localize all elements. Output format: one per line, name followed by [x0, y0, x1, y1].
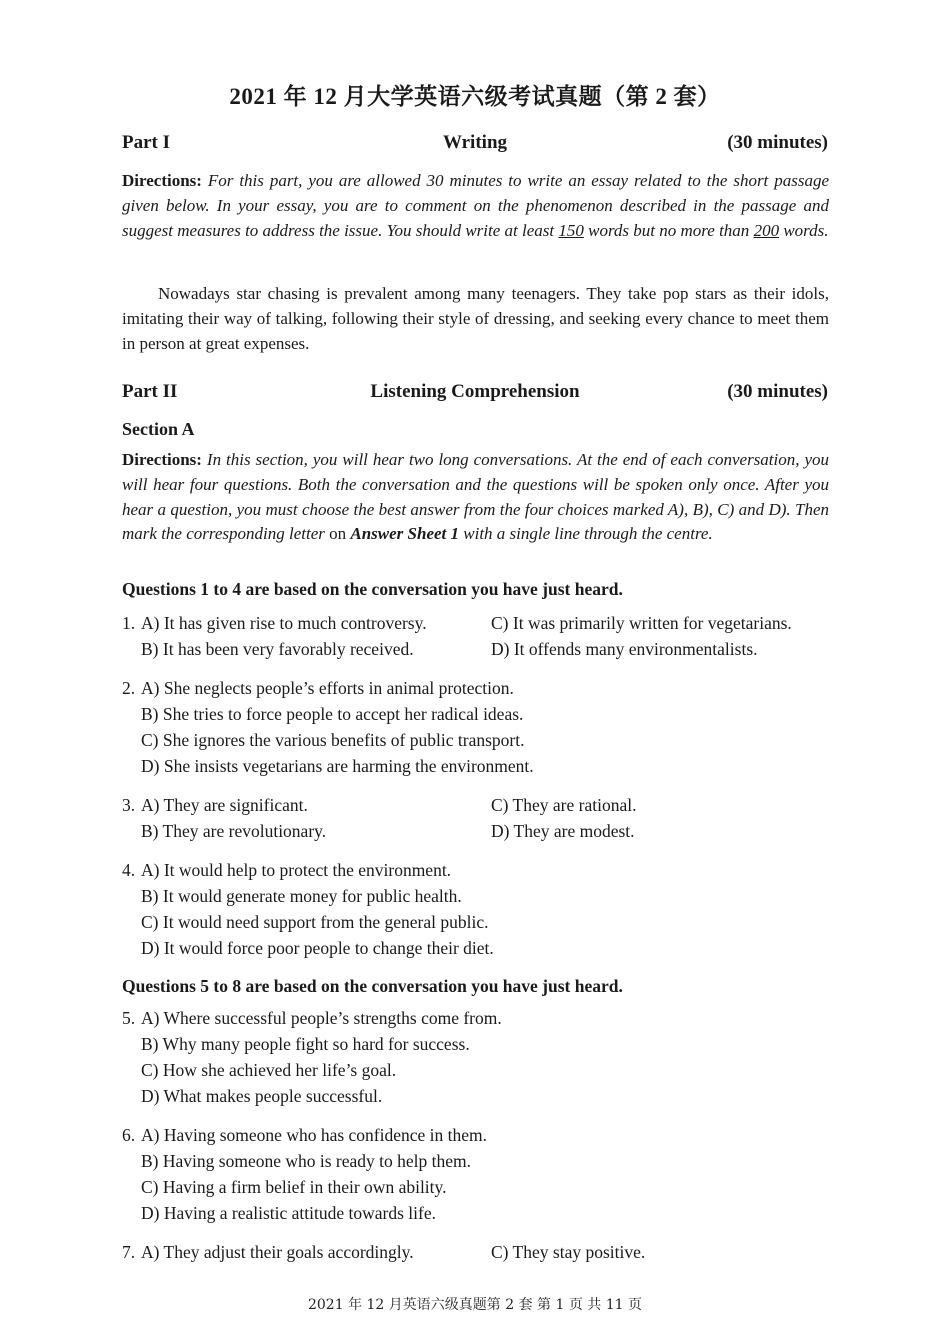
q1-option-c: C) It was primarily written for vegetarians. [491, 613, 792, 633]
q6-option-b: B) Having someone who is ready to help them. [141, 1151, 472, 1171]
q4-option-a: 4. A) It would help to protect the environment. [122, 860, 452, 880]
question-number: 2. [122, 678, 136, 698]
part2-directions: Directions: In this section, you will hear two long conversations. At the end of each conversation, you will hear four questions. Both the conversation and the questions will be spoken only once. After you hear a question, you must choose the best answer from the four choices marked A), B), C) and D). Then mark the corresponding letter on Answer Sheet 1 with a single line through the centre. [122, 450, 829, 544]
part2-header [122, 381, 828, 407]
part2-time: (30 minutes) [727, 381, 828, 402]
question-number: 1. [122, 613, 136, 633]
question-number: 6. [122, 1125, 136, 1145]
section-a-heading: Section A [122, 419, 195, 439]
q1-option-a: 1. A) It has given rise to much controversy. [122, 613, 427, 633]
page-title: 2021 年 12 月大学英语六级考试真题（第 2 套） [229, 84, 721, 109]
answer-sheet-ref: Answer Sheet 1 [350, 524, 460, 544]
question-group-heading: Questions 1 to 4 are based on the conversation you have just heard. [122, 579, 623, 599]
part1-directions: Directions: For this part, you are allowed 30 minutes to write an essay related to the short passage given below. In your essay, you are to comment on the phenomenon described in the passage and suggest measures to address the issue. You should write at least 150 words but no more than 200 words. [122, 171, 829, 240]
q4-option-d: D) It would force poor people to change their diet. [141, 938, 494, 958]
q5-option-d: D) What makes people successful. [141, 1086, 383, 1106]
q5-option-a: 5. A) Where successful people’s strengths come from. [122, 1008, 502, 1028]
q7-option-c: C) They stay positive. [491, 1242, 646, 1262]
directions-label: Directions: [122, 171, 202, 190]
part2-label: Part II [122, 381, 178, 402]
q4-option-c: C) It would need support from the general public. [141, 912, 489, 932]
question-number: 7. [122, 1242, 136, 1262]
q7-option-a: 7. A) They adjust their goals accordingly. [122, 1242, 414, 1262]
page-footer: 2021 年 12 月英语六级真题第 2 套 第 1 页 共 11 页 [307, 1297, 643, 1313]
question-number: 5. [122, 1008, 136, 1028]
part1-name: Writing [442, 132, 508, 153]
question-number: 3. [122, 795, 136, 815]
q2-option-d: D) She insists vegetarians are harming the environment. [141, 756, 534, 776]
q2-option-a: 2. A) She neglects people’s efforts in animal protection. [122, 678, 514, 698]
part1-header [122, 132, 828, 158]
q6-option-a: 6. A) Having someone who has confidence in them. [122, 1125, 488, 1145]
question-number: 4. [122, 860, 136, 880]
max-words: 200 [753, 220, 780, 240]
q5-option-c: C) How she achieved her life’s goal. [141, 1060, 397, 1080]
q2-option-b: B) She tries to force people to accept her radical ideas. [141, 704, 524, 724]
q3-option-d: D) They are modest. [491, 821, 635, 841]
q1-option-b: B) It has been very favorably received. [141, 639, 414, 659]
q5-option-b: B) Why many people fight so hard for success. [141, 1034, 470, 1054]
q3-option-c: C) They are rational. [491, 795, 637, 815]
q6-option-d: D) Having a realistic attitude towards life. [141, 1203, 436, 1223]
q1-option-d: D) It offends many environmentalists. [491, 639, 758, 659]
q3-option-b: B) They are revolutionary. [141, 821, 327, 841]
part1-time: (30 minutes) [727, 132, 828, 153]
q6-option-c: C) Having a firm belief in their own ability. [141, 1177, 447, 1197]
q3-option-a: 3. A) They are significant. [122, 795, 308, 815]
question-group-heading: Questions 5 to 8 are based on the conversation you have just heard. [122, 976, 623, 996]
writing-passage: Nowadays star chasing is prevalent among many teenagers. They take pop stars as their idols, imitating their way of talking, following their style of dressing, and seeking every chance to meet them in person at great expenses. [122, 284, 829, 353]
directions-label: Directions: [122, 450, 202, 469]
q2-option-c: C) She ignores the various benefits of public transport. [141, 730, 525, 750]
min-words: 150 [558, 220, 584, 240]
q4-option-b: B) It would generate money for public health. [141, 886, 462, 906]
part1-label: Part I [122, 132, 171, 153]
part2-name: Listening Comprehension [370, 381, 580, 402]
